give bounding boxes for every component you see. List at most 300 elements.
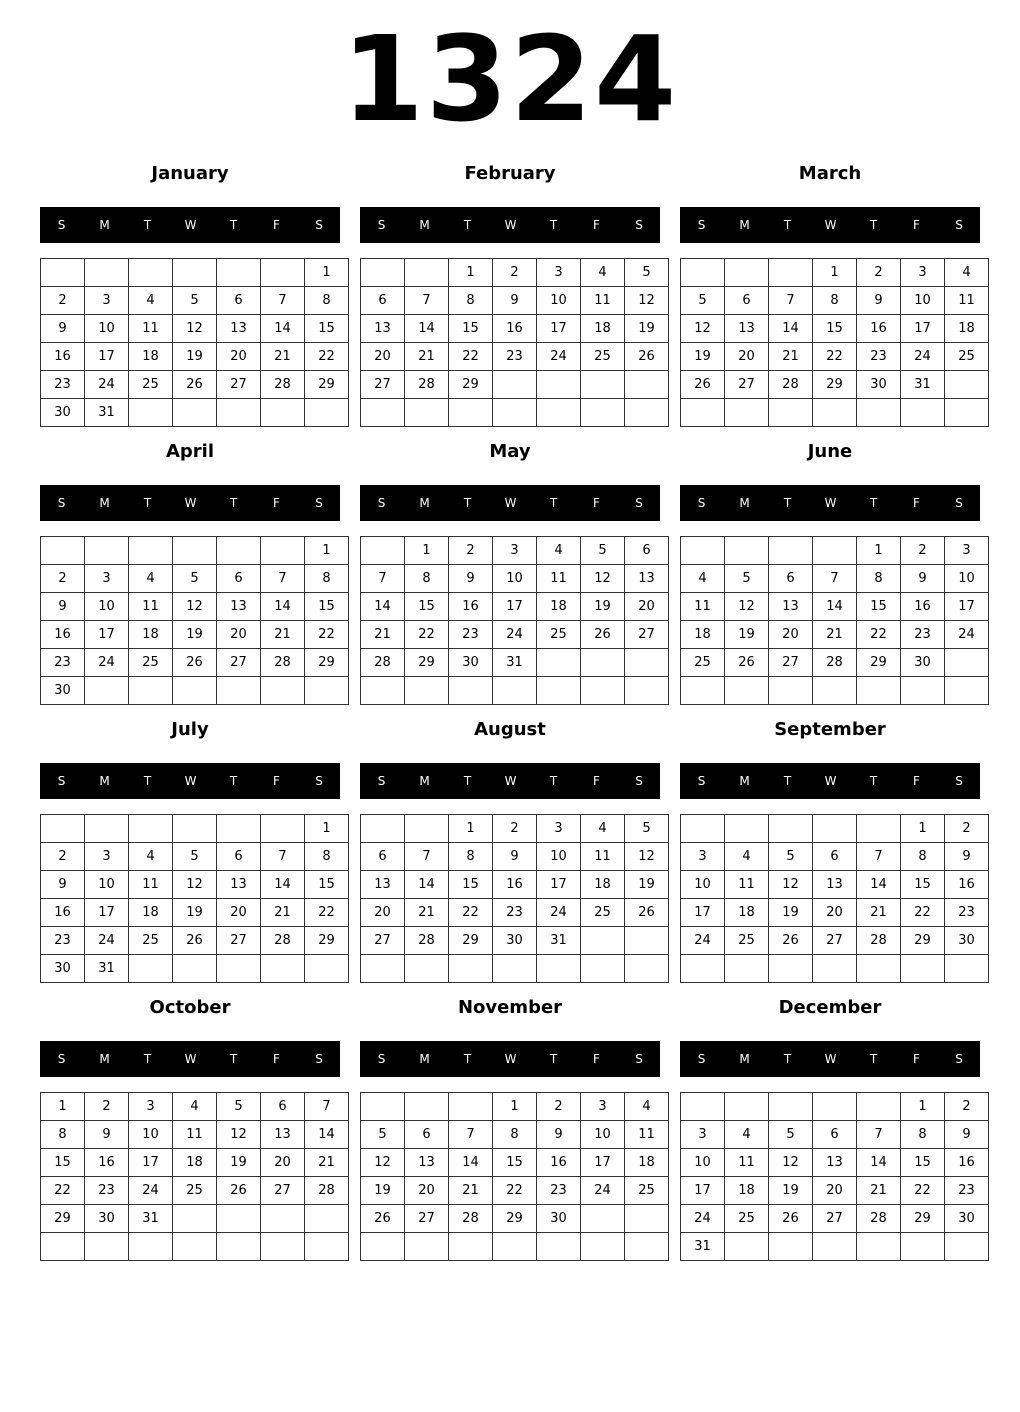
day-cell: 25 [625, 1177, 669, 1205]
day-cell: 1 [449, 815, 493, 843]
weekday-label: S [955, 496, 963, 510]
day-cell: 5 [625, 259, 669, 287]
week-row [361, 593, 669, 621]
week-row [41, 537, 349, 565]
day-cell: 1 [41, 1093, 85, 1121]
weekday-label: S [315, 496, 323, 510]
day-cell: 9 [857, 287, 901, 315]
day-cell: 17 [493, 593, 537, 621]
day-cell: 10 [493, 565, 537, 593]
day-cell: 22 [405, 621, 449, 649]
day-cell: 19 [173, 343, 217, 371]
day-cell: 3 [85, 287, 129, 315]
empty-day-cell [681, 537, 725, 565]
weekday-label: M [99, 496, 110, 510]
day-cell: 1 [901, 815, 945, 843]
day-cell: 25 [725, 927, 769, 955]
day-grid [680, 258, 989, 427]
empty-day-cell [581, 1205, 625, 1233]
day-cell: 16 [449, 593, 493, 621]
week-row [41, 1177, 349, 1205]
week-row [361, 371, 669, 399]
day-cell: 5 [173, 287, 217, 315]
day-cell: 24 [681, 1205, 725, 1233]
day-cell: 3 [537, 259, 581, 287]
week-row [41, 315, 349, 343]
day-cell: 2 [41, 565, 85, 593]
day-cell: 11 [581, 287, 625, 315]
week-row [681, 955, 989, 983]
day-cell: 31 [901, 371, 945, 399]
day-cell: 19 [625, 315, 669, 343]
day-cell: 8 [857, 565, 901, 593]
empty-day-cell [625, 927, 669, 955]
weekday-label: M [419, 1052, 430, 1066]
day-cell: 3 [581, 1093, 625, 1121]
day-cell: 2 [901, 537, 945, 565]
week-row [681, 927, 989, 955]
day-cell: 21 [405, 343, 449, 371]
weekday-header [680, 207, 980, 243]
weekday-label: S [377, 774, 386, 788]
day-cell: 30 [537, 1205, 581, 1233]
day-cell: 11 [725, 871, 769, 899]
day-cell: 12 [725, 593, 769, 621]
weekday-label: F [913, 774, 920, 788]
day-cell: 17 [581, 1149, 625, 1177]
empty-day-cell [41, 815, 85, 843]
day-cell: 4 [625, 1093, 669, 1121]
month-april [40, 438, 340, 716]
day-cell: 27 [361, 927, 405, 955]
weekday-label: S [635, 1052, 643, 1066]
day-cell: 5 [217, 1093, 261, 1121]
day-cell: 22 [305, 899, 349, 927]
weekday-label: T [229, 774, 238, 788]
weekday-label: T [783, 218, 792, 232]
day-cell: 20 [725, 343, 769, 371]
week-row [361, 537, 669, 565]
day-cell: 12 [625, 287, 669, 315]
week-row [41, 1149, 349, 1177]
weekday-label: T [143, 218, 152, 232]
empty-day-cell [217, 677, 261, 705]
empty-day-cell [85, 537, 129, 565]
weekday-label: T [549, 1052, 558, 1066]
day-cell: 15 [493, 1149, 537, 1177]
month-name: June [807, 441, 853, 462]
day-cell: 11 [625, 1121, 669, 1149]
day-cell: 19 [581, 593, 625, 621]
day-cell: 22 [305, 621, 349, 649]
weekday-label: W [824, 496, 837, 510]
weekday-label: T [869, 218, 878, 232]
day-cell: 22 [305, 343, 349, 371]
week-row [681, 287, 989, 315]
week-row [41, 371, 349, 399]
day-cell: 7 [261, 843, 305, 871]
weekday-label: S [635, 496, 643, 510]
day-cell: 27 [405, 1205, 449, 1233]
day-cell: 15 [449, 871, 493, 899]
day-cell: 7 [405, 287, 449, 315]
empty-day-cell [813, 537, 857, 565]
day-cell: 17 [945, 593, 989, 621]
weekday-label: S [697, 496, 706, 510]
weekday-label: S [315, 1052, 323, 1066]
week-row [361, 899, 669, 927]
weekday-label: S [697, 218, 706, 232]
day-cell: 23 [493, 899, 537, 927]
empty-day-cell [261, 677, 305, 705]
day-cell: 29 [41, 1205, 85, 1233]
day-cell: 20 [813, 1177, 857, 1205]
day-cell: 2 [449, 537, 493, 565]
weekday-label: T [549, 774, 558, 788]
empty-day-cell [537, 955, 581, 983]
empty-day-cell [129, 677, 173, 705]
day-cell: 5 [173, 565, 217, 593]
empty-day-cell [945, 677, 989, 705]
day-cell: 26 [625, 343, 669, 371]
empty-day-cell [129, 1233, 173, 1261]
empty-day-cell [361, 955, 405, 983]
day-cell: 4 [681, 565, 725, 593]
day-cell: 8 [305, 565, 349, 593]
empty-day-cell [261, 537, 305, 565]
week-row [681, 565, 989, 593]
month-february [360, 160, 660, 438]
day-cell: 30 [945, 927, 989, 955]
day-grid [360, 1092, 669, 1261]
day-cell: 29 [901, 1205, 945, 1233]
day-cell: 1 [305, 815, 349, 843]
day-cell: 1 [857, 537, 901, 565]
empty-day-cell [857, 1233, 901, 1261]
weekday-label: T [549, 496, 558, 510]
day-cell: 13 [261, 1121, 305, 1149]
day-cell: 10 [581, 1121, 625, 1149]
empty-day-cell [217, 399, 261, 427]
empty-day-cell [305, 1205, 349, 1233]
day-cell: 21 [261, 343, 305, 371]
day-cell: 21 [261, 899, 305, 927]
day-cell: 9 [945, 843, 989, 871]
day-cell: 7 [857, 1121, 901, 1149]
week-row [361, 815, 669, 843]
day-cell: 2 [493, 815, 537, 843]
day-cell: 30 [41, 677, 85, 705]
day-cell: 27 [813, 927, 857, 955]
day-cell: 23 [901, 621, 945, 649]
day-cell: 16 [41, 899, 85, 927]
week-row [681, 677, 989, 705]
day-cell: 18 [129, 343, 173, 371]
day-cell: 8 [901, 1121, 945, 1149]
day-cell: 23 [41, 927, 85, 955]
empty-day-cell [217, 259, 261, 287]
empty-day-cell [581, 371, 625, 399]
day-cell: 28 [857, 1205, 901, 1233]
weekday-label: W [504, 774, 517, 788]
weekday-label: S [635, 218, 643, 232]
day-cell: 25 [537, 621, 581, 649]
day-cell: 8 [901, 843, 945, 871]
week-row [361, 649, 669, 677]
empty-day-cell [537, 649, 581, 677]
day-cell: 27 [217, 927, 261, 955]
weekday-label: T [143, 1052, 152, 1066]
day-cell: 21 [769, 343, 813, 371]
day-cell: 20 [361, 899, 405, 927]
empty-day-cell [625, 1205, 669, 1233]
day-cell: 9 [449, 565, 493, 593]
day-cell: 2 [945, 815, 989, 843]
weekday-label: F [913, 496, 920, 510]
day-cell: 20 [217, 899, 261, 927]
day-cell: 14 [305, 1121, 349, 1149]
week-row [681, 649, 989, 677]
day-cell: 17 [537, 315, 581, 343]
week-row [41, 815, 349, 843]
day-cell: 22 [857, 621, 901, 649]
day-cell: 23 [857, 343, 901, 371]
empty-day-cell [581, 1233, 625, 1261]
empty-day-cell [361, 1233, 405, 1261]
empty-day-cell [857, 815, 901, 843]
day-cell: 13 [217, 315, 261, 343]
weekday-label: F [913, 218, 920, 232]
empty-day-cell [625, 649, 669, 677]
day-cell: 19 [173, 899, 217, 927]
day-cell: 11 [581, 843, 625, 871]
day-cell: 9 [537, 1121, 581, 1149]
empty-day-cell [581, 677, 625, 705]
day-cell: 3 [85, 565, 129, 593]
day-cell: 20 [361, 343, 405, 371]
day-cell: 27 [261, 1177, 305, 1205]
weekday-label: W [184, 218, 197, 232]
day-cell: 6 [769, 565, 813, 593]
empty-day-cell [901, 1233, 945, 1261]
day-cell: 23 [41, 371, 85, 399]
empty-day-cell [681, 815, 725, 843]
day-cell: 24 [493, 621, 537, 649]
day-cell: 18 [725, 1177, 769, 1205]
day-cell: 17 [85, 621, 129, 649]
week-row [361, 677, 669, 705]
weekday-label: T [869, 774, 878, 788]
empty-day-cell [769, 1093, 813, 1121]
week-row [681, 593, 989, 621]
day-cell: 2 [41, 287, 85, 315]
day-cell: 27 [725, 371, 769, 399]
empty-day-cell [493, 371, 537, 399]
day-cell: 20 [625, 593, 669, 621]
empty-day-cell [945, 649, 989, 677]
empty-day-cell [769, 815, 813, 843]
weekday-label: F [273, 1052, 280, 1066]
empty-day-cell [85, 677, 129, 705]
day-cell: 23 [945, 1177, 989, 1205]
day-cell: 17 [129, 1149, 173, 1177]
day-cell: 4 [537, 537, 581, 565]
week-row [361, 1233, 669, 1261]
day-cell: 23 [493, 343, 537, 371]
day-cell: 14 [769, 315, 813, 343]
day-cell: 4 [129, 287, 173, 315]
empty-day-cell [173, 955, 217, 983]
week-row [681, 371, 989, 399]
week-row [361, 565, 669, 593]
day-cell: 12 [173, 593, 217, 621]
day-cell: 14 [857, 1149, 901, 1177]
year-title: 1324 [341, 10, 679, 148]
week-row [41, 259, 349, 287]
day-cell: 13 [361, 315, 405, 343]
day-cell: 6 [361, 843, 405, 871]
month-name: April [165, 441, 215, 462]
day-cell: 31 [129, 1205, 173, 1233]
day-cell: 12 [769, 871, 813, 899]
day-cell: 18 [581, 871, 625, 899]
day-cell: 24 [681, 927, 725, 955]
day-cell: 11 [129, 871, 173, 899]
day-cell: 19 [173, 621, 217, 649]
weekday-label: S [315, 218, 323, 232]
empty-day-cell [681, 259, 725, 287]
empty-day-cell [173, 677, 217, 705]
day-cell: 4 [945, 259, 989, 287]
day-cell: 21 [305, 1149, 349, 1177]
empty-day-cell [173, 815, 217, 843]
day-cell: 7 [261, 565, 305, 593]
day-cell: 25 [681, 649, 725, 677]
day-grid [680, 814, 989, 983]
week-row [681, 1093, 989, 1121]
day-cell: 8 [41, 1121, 85, 1149]
empty-day-cell [581, 927, 625, 955]
weekday-label: M [739, 774, 750, 788]
day-cell: 22 [813, 343, 857, 371]
day-cell: 4 [581, 815, 625, 843]
empty-day-cell [725, 259, 769, 287]
day-cell: 21 [449, 1177, 493, 1205]
empty-day-cell [217, 537, 261, 565]
day-cell: 27 [361, 371, 405, 399]
empty-day-cell [41, 1233, 85, 1261]
empty-day-cell [769, 259, 813, 287]
weekday-label: W [504, 218, 517, 232]
empty-day-cell [581, 649, 625, 677]
day-cell: 9 [41, 871, 85, 899]
day-cell: 16 [41, 621, 85, 649]
day-cell: 14 [449, 1149, 493, 1177]
day-cell: 2 [857, 259, 901, 287]
empty-day-cell [449, 399, 493, 427]
day-cell: 26 [173, 371, 217, 399]
empty-day-cell [85, 815, 129, 843]
weekday-label: W [184, 1052, 197, 1066]
day-cell: 15 [901, 1149, 945, 1177]
empty-day-cell [361, 399, 405, 427]
day-cell: 20 [217, 621, 261, 649]
day-cell: 25 [129, 927, 173, 955]
day-cell: 13 [769, 593, 813, 621]
empty-day-cell [725, 537, 769, 565]
day-cell: 21 [857, 1177, 901, 1205]
day-cell: 22 [41, 1177, 85, 1205]
week-row [361, 259, 669, 287]
day-grid [360, 258, 669, 427]
day-cell: 13 [813, 1149, 857, 1177]
day-cell: 1 [813, 259, 857, 287]
day-cell: 24 [581, 1177, 625, 1205]
day-cell: 12 [217, 1121, 261, 1149]
week-row [41, 1093, 349, 1121]
day-cell: 9 [41, 593, 85, 621]
weekday-label: M [99, 1052, 110, 1066]
day-cell: 29 [449, 371, 493, 399]
day-cell: 30 [449, 649, 493, 677]
day-cell: 24 [129, 1177, 173, 1205]
day-cell: 25 [945, 343, 989, 371]
day-cell: 8 [405, 565, 449, 593]
day-cell: 26 [625, 899, 669, 927]
day-cell: 19 [725, 621, 769, 649]
empty-day-cell [361, 1093, 405, 1121]
day-cell: 26 [217, 1177, 261, 1205]
empty-day-cell [261, 1233, 305, 1261]
day-cell: 16 [857, 315, 901, 343]
weekday-label: F [593, 218, 600, 232]
empty-day-cell [901, 399, 945, 427]
day-cell: 3 [537, 815, 581, 843]
day-cell: 13 [625, 565, 669, 593]
empty-day-cell [129, 955, 173, 983]
empty-day-cell [681, 677, 725, 705]
weekday-label: S [955, 218, 963, 232]
day-cell: 2 [537, 1093, 581, 1121]
month-name: November [457, 997, 563, 1018]
weekday-label: T [463, 774, 472, 788]
day-cell: 15 [305, 315, 349, 343]
month-december [680, 994, 980, 1272]
month-january [40, 160, 340, 438]
week-row [361, 1149, 669, 1177]
day-cell: 8 [305, 287, 349, 315]
day-cell: 6 [725, 287, 769, 315]
day-cell: 2 [41, 843, 85, 871]
empty-day-cell [537, 371, 581, 399]
empty-day-cell [681, 1093, 725, 1121]
empty-day-cell [493, 677, 537, 705]
month-name: July [171, 719, 209, 740]
weekday-label: S [377, 218, 386, 232]
day-cell: 26 [361, 1205, 405, 1233]
empty-day-cell [129, 537, 173, 565]
day-cell: 21 [405, 899, 449, 927]
day-cell: 3 [681, 1121, 725, 1149]
weekday-label: W [824, 218, 837, 232]
day-cell: 26 [173, 927, 217, 955]
day-cell: 21 [361, 621, 405, 649]
weekday-header [360, 763, 660, 799]
empty-day-cell [813, 1233, 857, 1261]
week-row [681, 899, 989, 927]
empty-day-cell [857, 399, 901, 427]
day-cell: 21 [813, 621, 857, 649]
